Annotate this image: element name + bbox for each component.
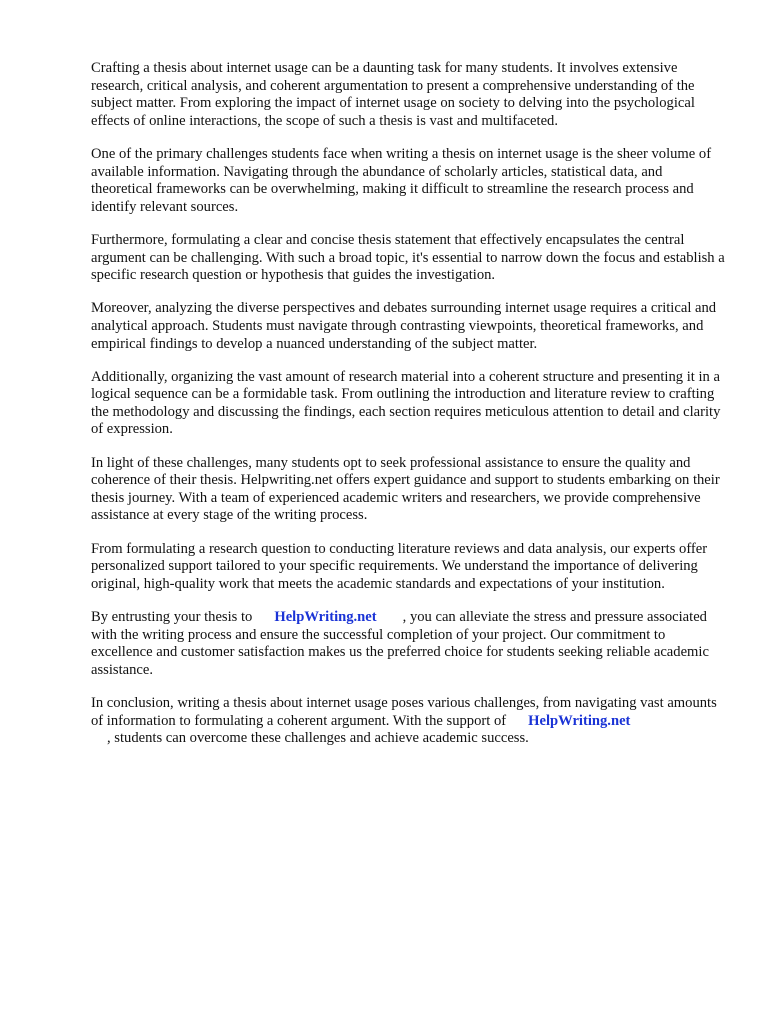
document-page [91, 60, 727, 763]
entrust-text-before: By entrusting your thesis to [91, 609, 253, 625]
paragraph-intro: Crafting a thesis about internet usage can be a daunting task for many students. It involves extensive research, critical analysis, and coherent argumentation to present a comprehensive understanding of the subject matter. From exploring the impact of internet usage on society to delving into the psychological effects of online interactions, the scope of such a thesis is vast and multifaceted. [91, 60, 695, 129]
paragraph-organizing: Additionally, organizing the vast amount of research material into a coherent structure and presenting it in a logical sequence can be a formidable task. From outlining the introduction and literature review to crafting the methodology and discussing the findings, each section requires meticulous attention to detail and clarity of expression. [91, 368, 721, 438]
helpwriting-link-conclusion[interactable]: HelpWriting.net [528, 712, 631, 729]
paragraph-conclusion [91, 695, 727, 748]
paragraph-challenges: One of the primary challenges students face when writing a thesis on internet usage is the sheer volume of available information. Navigating through the abundance of scholarly articles, statistical data, and theoretical frameworks can be overwhelming, making it difficult to streamline the research process and identify relevant sources. [91, 145, 712, 215]
paragraph-support: From formulating a research question to conducting literature reviews and data analysis, our experts offer personalized support tailored to your specific requirements. We understand the importance of delivering original, high-quality work that meets the academic standards and expectations of your institution. [91, 540, 708, 592]
conclusion-text-after: , students can overcome these challenges and achieve academic success. [107, 730, 529, 747]
paragraph-perspectives: Moreover, analyzing the diverse perspectives and debates surrounding internet usage requires a critical and analytical approach. Students must navigate through contrasting viewpoints, theoretical frameworks, and empirical findings to develop a nuanced understanding of the subject matter. [91, 300, 717, 352]
paragraph-entrust [91, 609, 727, 679]
helpwriting-link[interactable]: HelpWriting.net [274, 609, 377, 625]
conclusion-text-before: In conclusion, writing a thesis about internet usage poses various challenges, from navigating vast amounts of information to formulating a coherent argument. With the support of [91, 694, 717, 729]
entrust-text-after: , you can alleviate the stress and pressure associated with the writing process and ensure the successful completion of your project. Our commitment to excellence and customer satisfaction makes us the preferred choice for students seeking reliable academic assistance. [91, 609, 709, 678]
paragraph-thesis-statement: Furthermore, formulating a clear and concise thesis statement that effectively encapsulates the central argument can be challenging. With such a broad topic, it's essential to narrow down the focus and establish a specific research question or hypothesis that guides the investigation. [91, 231, 725, 284]
paragraph-assistance: In light of these challenges, many students opt to seek professional assistance to ensure the quality and coherence of their thesis. Helpwriting.net offers expert guidance and support to students embarking on their thesis journey. With a team of experienced academic writers and researchers, we provide comprehensive assistance at every stage of the writing process. [91, 454, 720, 524]
